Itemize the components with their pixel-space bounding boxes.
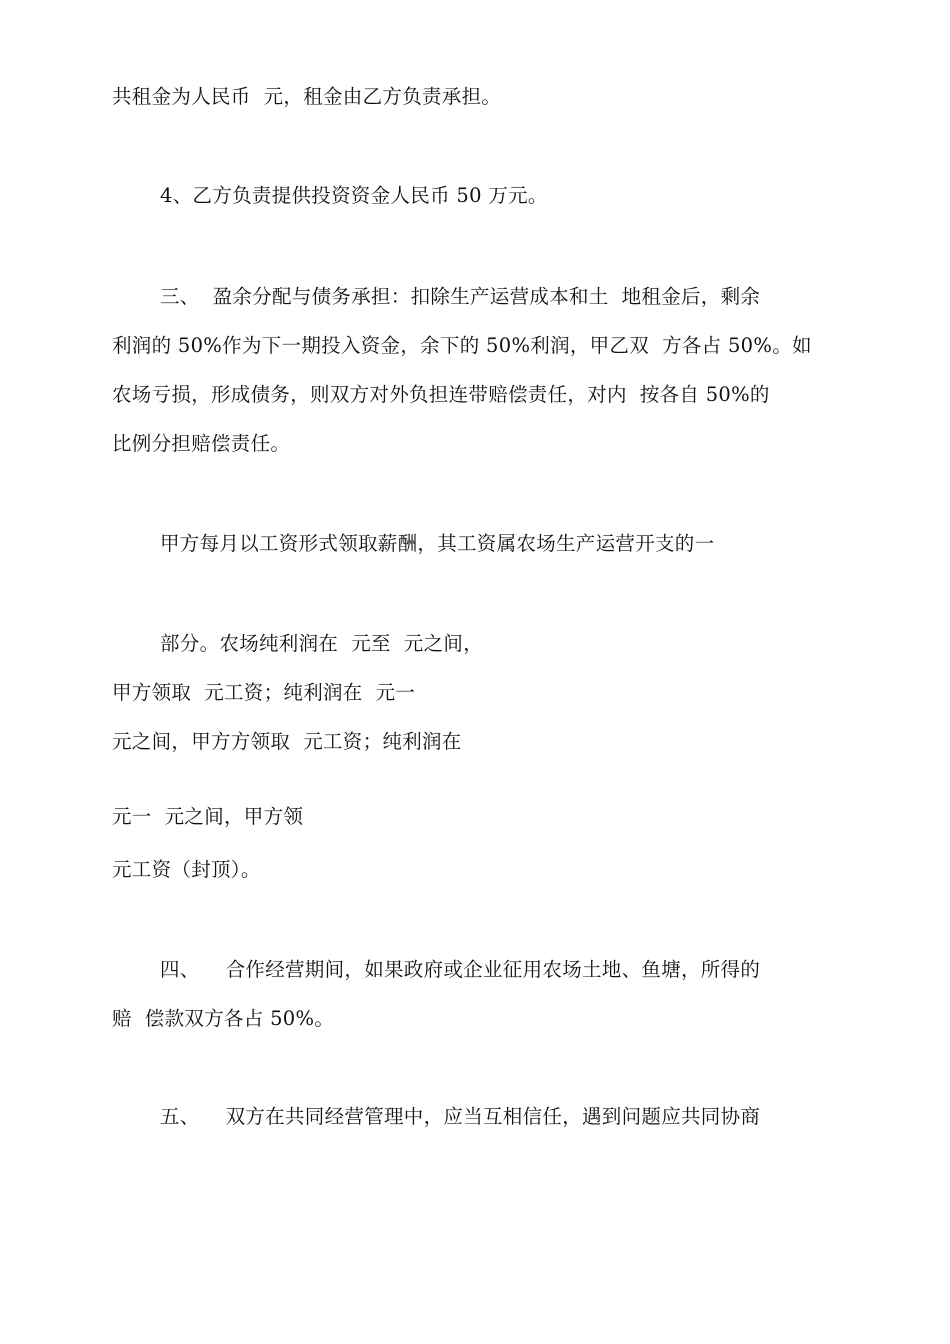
text-line-11: 元一 元之间，甲方领 bbox=[112, 805, 304, 828]
text-line-4: 利润的 50%作为下一期投入资金，余下的 50%利润，甲乙双 方各占 50%。如 bbox=[112, 334, 812, 357]
text-line-13: 四、 合作经营期间，如果政府或企业征用农场土地、鱼塘，所得的 bbox=[160, 958, 761, 981]
text-line-12: 元工资（封顶）。 bbox=[112, 858, 261, 881]
text-line-7: 甲方每月以工资形式领取薪酬，其工资属农场生产运营开支的一 bbox=[160, 532, 715, 555]
text-line-2: 4、乙方负责提供投资资金人民币 50 万元。 bbox=[160, 184, 548, 207]
text-line-14: 赔 偿款双方各占 50%。 bbox=[112, 1007, 335, 1030]
text-line-9: 甲方领取 元工资；纯利润在 元一 bbox=[112, 681, 416, 704]
text-line-15: 五、 双方在共同经营管理中，应当互相信任，遇到问题应共同协商 bbox=[160, 1105, 761, 1128]
text-line-1: 共租金为人民币 元，租金由乙方负责承担。 bbox=[112, 85, 502, 108]
text-line-8: 部分。农场纯利润在 元至 元之间， bbox=[160, 632, 483, 655]
text-line-5: 农场亏损，形成债务，则双方对外负担连带赔偿责任，对内 按各自 50%的 bbox=[112, 383, 770, 406]
text-line-10: 元之间，甲方方领取 元工资；纯利润在 bbox=[112, 730, 462, 753]
text-line-3: 三、 盈余分配与债务承担：扣除生产运营成本和土 地租金后，剩余 bbox=[160, 285, 761, 308]
text-line-6: 比例分担赔偿责任。 bbox=[112, 432, 291, 455]
